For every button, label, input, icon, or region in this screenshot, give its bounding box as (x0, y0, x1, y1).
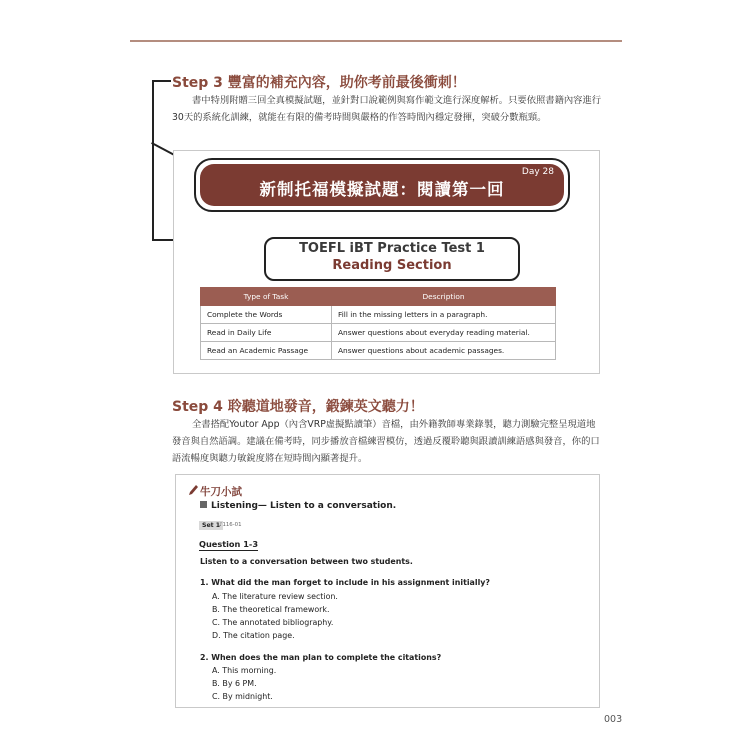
set-badge: Set 1 (199, 521, 223, 530)
option: C. By midnight. (212, 692, 273, 701)
listening-line (200, 501, 396, 511)
section-banner (194, 158, 570, 212)
option: A. The literature review section. (212, 592, 338, 601)
table-cell: Fill in the missing letters in a paragraph. (332, 306, 556, 324)
square-bullet-icon (200, 501, 207, 508)
option: B. By 6 PM. (212, 679, 257, 688)
table-header: Type of Task (201, 288, 332, 306)
table-header: Description (332, 288, 556, 306)
table-cell: Read an Academic Passage (201, 342, 332, 360)
test-section: Reading Section (332, 258, 452, 273)
task-table (200, 287, 556, 360)
top-rule (130, 40, 622, 42)
connector-line (152, 80, 154, 240)
step3-paragraph: 書中特別附贈三回全真模擬試題，並針對口說範例與寫作範文進行深度解析。只要依照書籍內容進行30天的系統化訓練，就能在有限的備考時間與嚴格的作答時間內穩定發揮，突破分數瓶頸。 (172, 95, 602, 123)
listening-label: Listening— Listen to a conversation. (211, 501, 397, 511)
day-label: Day 28 (521, 167, 554, 177)
table-cell: Answer questions about academic passages. (332, 342, 556, 360)
table-row (201, 324, 556, 342)
option: D. The citation page. (212, 631, 295, 640)
question-range: Question 1-3 (199, 539, 259, 549)
step3-heading: Step 3 豐富的補充內容，助你考前最後衝刺！ (172, 75, 466, 91)
banner-title: 新制托福模擬試題：閱讀第一回 (259, 180, 505, 199)
quiz-heading: 牛刀小試 (200, 486, 242, 498)
question-2: 2. When does the man plan to complete the citations? (200, 653, 442, 662)
table-row (201, 342, 556, 360)
table-cell: Complete the Words (201, 306, 332, 324)
banner-fill (200, 164, 564, 206)
table-header-row (201, 288, 556, 306)
test-title-box (264, 237, 520, 281)
table-cell: Read in Daily Life (201, 324, 332, 342)
step4-heading: Step 4 聆聽道地發音，鍛鍊英文聽力！ (172, 399, 424, 415)
option: A. This morning. (212, 666, 277, 675)
page-number: 003 (604, 714, 623, 725)
quiz-instruction: Listen to a conversation between two students. (200, 557, 413, 566)
table-row (201, 306, 556, 324)
test-title: TOEFL iBT Practice Test 1 (299, 241, 485, 256)
step4-paragraph: 全書搭配Youtor App（內含VRP虛擬點讀筆）音檔，由外籍教師專業錄製，聽力測驗完整呈現道地發音與自然語調。建議在備考時，同步播放音檔練習模仿，透過反覆聆聽與跟讀訓練語感與發音，你的口語流暢度與聽力敏銳度將在短時間內顯著提升。 (172, 419, 600, 464)
option: C. The annotated bibliography. (212, 618, 334, 627)
question-1: 1. What did the man forget to include in his assignment initially? (200, 578, 491, 587)
pencil-icon (187, 484, 199, 496)
table-cell: Answer questions about everyday reading material. (332, 324, 556, 342)
track-label: ♪116-01 (219, 522, 242, 528)
option: B. The theoretical framework. (212, 605, 330, 614)
connector-line (152, 80, 171, 82)
